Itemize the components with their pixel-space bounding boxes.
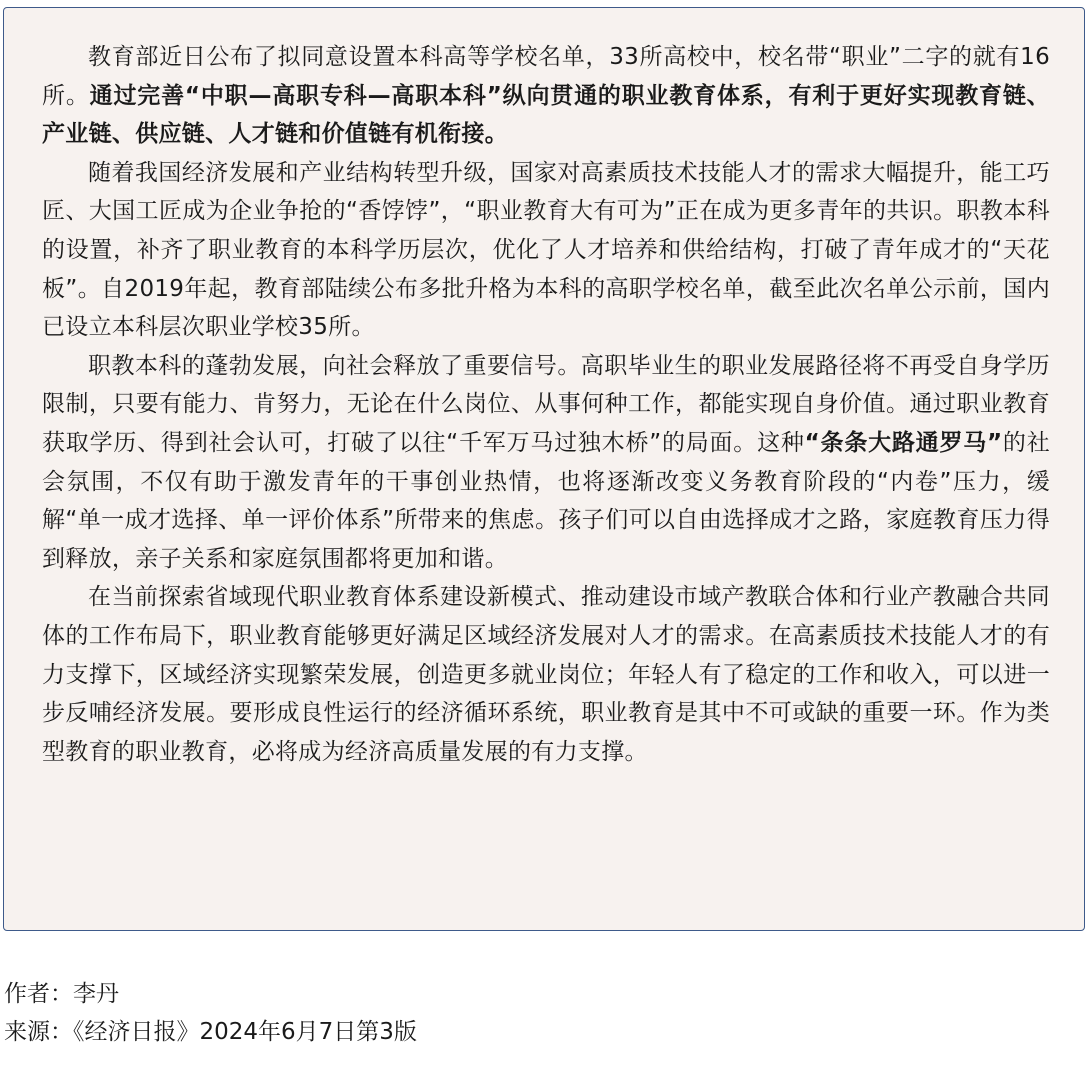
paragraph-1-bold-text: 通过完善“中职—高职专科—高职本科”纵向贯通的职业教育体系，有利于更好实现教育链、产业链、供应链、人才链和价值链有机衔接。 (42, 82, 1050, 148)
paragraph-1-text: 教育部近日公布了拟同意设置本科高等学校名单，33所高校中，校名带“职业”二字的就有16所。 (42, 44, 1050, 109)
paragraph-2 (42, 154, 1050, 347)
paragraph-3-text-end: 的社会氛围，不仅有助于激发青年的干事创业热情，也将逐渐改变义务教育阶段的“内卷”压力，缓解“单一成才选择、单一评价体系”所带来的焦虑。孩子们可以自由选择成才之路，家庭教育压力得到释放，亲子关系和家庭氛围都将更加和谐。 (42, 429, 1051, 572)
paragraph-4 (42, 578, 1050, 771)
author-line: 作者：李丹 (4, 981, 119, 1007)
source-line: 来源：《经济日报》2024年6月7日第3版 (4, 1019, 417, 1045)
article-box (3, 7, 1085, 931)
paragraph-3 (42, 347, 1050, 579)
paragraph-4-text: 在当前探索省域现代职业教育体系建设新模式、推动建设市域产教联合体和行业产教融合共同体的工作布局下，职业教育能够更好满足区域经济发展对人才的需求。在高素质技术技能人才的有力支撑下，区域经济实现繁荣发展，创造更多就业岗位；年轻人有了稳定的工作和收入，可以进一步反哺经济发展。要形成良性运行的经济循环系统，职业教育是其中不可或缺的重要一环。作为类型教育的职业教育，必将成为经济高质量发展的有力支撑。 (42, 584, 1050, 765)
paragraph-2-text: 随着我国经济发展和产业结构转型升级，国家对高素质技术技能人才的需求大幅提升，能工巧匠、大国工匠成为企业争抢的“香饽饽”，“职业教育大有可为”正在成为更多青年的共识。职教本科的设置，补齐了职业教育的本科学历层次，优化了人才培养和供给结构，打破了青年成才的“天花板”。自2019年起，教育部陆续公布多批升格为本科的高职学校名单，截至此次名单公示前，国内已设立本科层次职业学校35所。 (42, 159, 1050, 341)
paragraph-3-text-start: 职教本科的蓬勃发展，向社会释放了重要信号。高职毕业生的职业发展路径将不再受自身学历限制，只要有能力、肯努力，无论在什么岗位、从事何种工作，都能实现自身价值。通过职业教育获取学历、得到社会认可，打破了以往“千军万马过独木桥”的局面。这种 (42, 352, 1050, 456)
paragraph-1 (42, 38, 1050, 154)
paragraph-3-bold-text: “条条大路通罗马” (804, 429, 1003, 456)
